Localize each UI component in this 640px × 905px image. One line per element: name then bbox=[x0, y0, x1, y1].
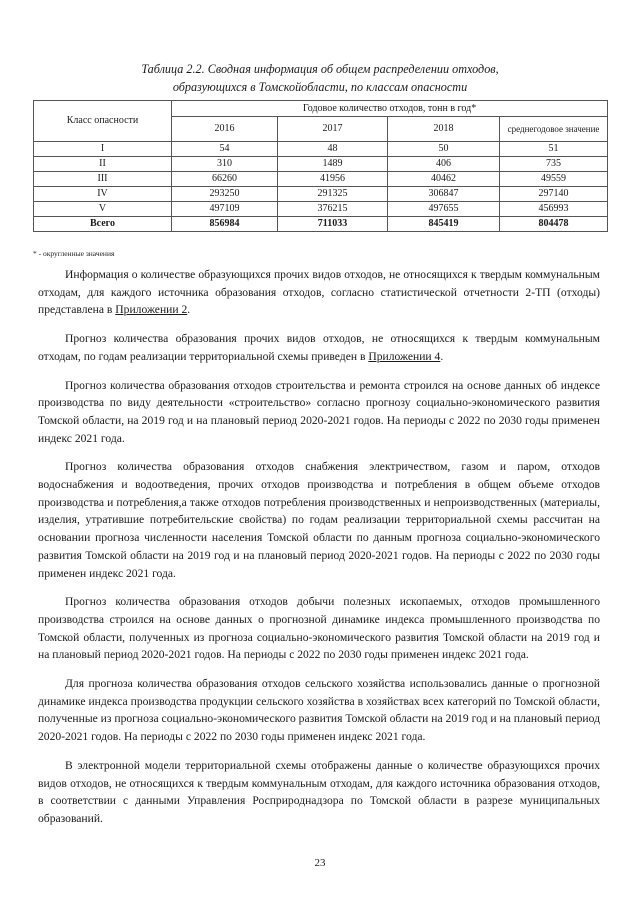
total-average: 804478 bbox=[500, 217, 608, 232]
table-row bbox=[34, 142, 608, 157]
header-year-2018: 2018 bbox=[388, 117, 500, 142]
row-class: IV bbox=[34, 187, 172, 202]
header-year-2017: 2017 bbox=[278, 117, 388, 142]
table-row bbox=[34, 202, 608, 217]
header-year-2016: 2016 bbox=[172, 117, 278, 142]
total-2018: 845419 bbox=[388, 217, 500, 232]
total-2017: 711033 bbox=[278, 217, 388, 232]
cell-2017: 48 bbox=[278, 142, 388, 157]
paragraph-end: . bbox=[440, 349, 444, 363]
paragraph-agriculture: Для прогноза количества образования отходов сельского хозяйства использовались данные о прогнозной динамике индекса производства продукции сельского хозяйства в хозяйствах всех категорий по Томской области, полученные из прогноза социально-экономического развития Томской области на 2019 год и на плановый период 2020-2021 годов. На периоды с 2022 по 2030 годы применен индекс 2021 года. bbox=[38, 677, 600, 744]
cell-2018: 406 bbox=[388, 157, 500, 172]
cell-2016: 293250 bbox=[172, 187, 278, 202]
caption-line-1: Таблица 2.2. Сводная информация об общем распределении отходов, bbox=[141, 62, 499, 76]
paragraph-electronic-model: В электронной модели территориальной схемы отображены данные о количестве образующихся прочих видов отходов, не относящихся к твердым коммунальным отходам, для каждого источника образования отходов, в соответствии с данными Управления Росприроднадзора по Томской области в разрезе муниципальных образований. bbox=[38, 758, 600, 825]
row-class: V bbox=[34, 202, 172, 217]
appendix-4-link[interactable]: Приложении 4 bbox=[368, 349, 441, 363]
cell-2017: 376215 bbox=[278, 202, 388, 217]
cell-2016: 66260 bbox=[172, 172, 278, 187]
table-row bbox=[34, 157, 608, 172]
table-row bbox=[34, 172, 608, 187]
cell-average: 297140 bbox=[500, 187, 608, 202]
cell-2018: 50 bbox=[388, 142, 500, 157]
table-footnote: * - округленные значения bbox=[33, 249, 115, 258]
body-text bbox=[38, 266, 600, 839]
cell-2016: 497109 bbox=[172, 202, 278, 217]
total-label: Всего bbox=[34, 217, 172, 232]
cell-2016: 54 bbox=[172, 142, 278, 157]
table-row bbox=[34, 187, 608, 202]
row-class: III bbox=[34, 172, 172, 187]
cell-2017: 41956 bbox=[278, 172, 388, 187]
cell-average: 51 bbox=[500, 142, 608, 157]
cell-2018: 306847 bbox=[388, 187, 500, 202]
table-total-row bbox=[34, 217, 608, 232]
cell-2016: 310 bbox=[172, 157, 278, 172]
cell-average: 735 bbox=[500, 157, 608, 172]
paragraph-utilities: Прогноз количества образования отходов снабжения электричеством, газом и паром, отходов водоснабжения и водоотведения, прочих отходов производства и потребления в общем объеме отходов производства и потребления,а также отходов потребления производственных и непроизводственных (материалы, изделия, утратившие потребительские свойства) по годам реализации территориальной схемы рассчитан на основании прогноза численности населения Томской области по данным прогноза социально-экономического развития Томской области на 2019 год и на плановый период 2020-2021 годов. На периоды с 2022 по 2030 годы применен индекс 2021 года. bbox=[38, 460, 600, 580]
paragraph-statistics bbox=[38, 266, 600, 319]
waste-hazard-table bbox=[33, 100, 608, 232]
cell-2017: 1489 bbox=[278, 157, 388, 172]
paragraph-construction: Прогноз количества образования отходов строительства и ремонта строился на основе данных об индексе производства по виду деятельности «строительство» согласно прогнозу социально-экономического развития Томской области, на 2019 год и на плановый период 2020-2021 годов. На периоды с 2022 по 2030 годы применен индекс 2021 года. bbox=[38, 378, 600, 445]
cell-average: 456993 bbox=[500, 202, 608, 217]
paragraph-mining: Прогноз количества образования отходов добычи полезных ископаемых, отходов промышленного производства строился на основе данных о прогнозной динамике индекса промышленного производства по Томской области, полученных из прогноза социально-экономического развития Томской области на 2019 год и на плановый период 2020-2021 годов. На периоды с 2022 по 2030 годы применен индекс 2021 года. bbox=[38, 595, 600, 662]
page-number: 23 bbox=[314, 857, 326, 869]
caption-line-2: образующихся в Томскойобласти, по классам опасности bbox=[172, 80, 468, 94]
header-average: среднегодовое значение bbox=[500, 117, 608, 142]
header-annual-amount: Годовое количество отходов, тонн в год* bbox=[172, 101, 608, 117]
paragraph-end: . bbox=[187, 303, 191, 317]
total-2016: 856984 bbox=[172, 217, 278, 232]
cell-2017: 291325 bbox=[278, 187, 388, 202]
cell-2018: 497655 bbox=[388, 202, 500, 217]
row-class: II bbox=[34, 157, 172, 172]
appendix-2-link[interactable]: Приложении 2 bbox=[115, 303, 188, 317]
paragraph-forecast bbox=[38, 330, 600, 365]
table-caption bbox=[0, 60, 640, 96]
paragraph-text: Прогноз количества образования прочих видов отходов, не относящихся к твердым коммунальным отходам, по годам реализации территориальной схемы приведен в bbox=[38, 332, 600, 363]
cell-average: 49559 bbox=[500, 172, 608, 187]
row-class: I bbox=[34, 142, 172, 157]
paragraph-text: Информация о количестве образующихся прочих видов отходов, не относящихся к твердым коммунальным отходам, для каждого источника образования отходов, согласно статистической отчетности 2-ТП (отходы) представлена в bbox=[38, 268, 600, 317]
cell-2018: 40462 bbox=[388, 172, 500, 187]
header-hazard-class: Класс опасности bbox=[34, 101, 172, 142]
